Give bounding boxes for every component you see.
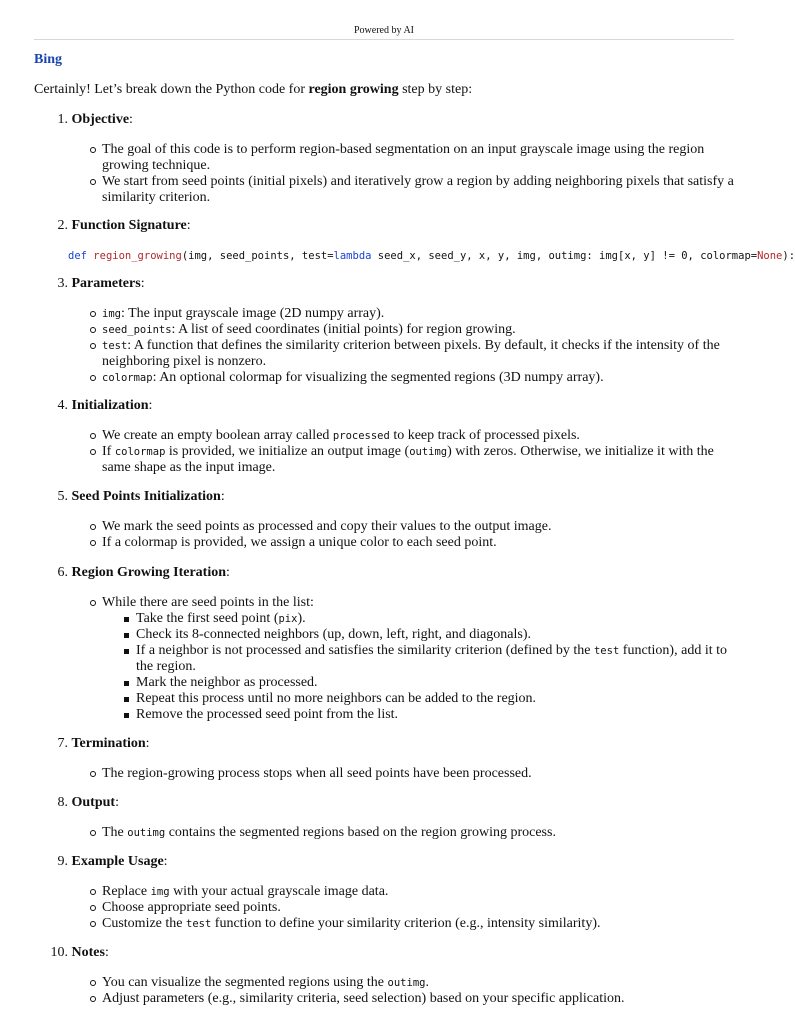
- intro-bold: region growing: [308, 82, 399, 97]
- list-item: The goal of this code is to perform region-based segmentation on an input grayscale image using the region growing technique.: [34, 142, 742, 174]
- nested-item: Remove the processed seed point from the list.: [102, 707, 736, 723]
- nested-item: Mark the neighbor as processed.: [102, 675, 736, 691]
- nested-list: [102, 611, 742, 723]
- list-item: While there are seed points in the list: Take the first seed point (pix). Check its 8-connected neighbors (up, down, left, right, and diagonals). If a neighbor is not processed and satisfies the similarity criterion (defined by the test function), add it to the region. Mark the neighbor as processed. Repeat this process until no more neighbors can be added to the region. Remove the processed seed point from the list.: [34, 595, 742, 723]
- section-seed-points: [34, 489, 754, 551]
- section-heading: 3. Parameters:: [57, 276, 145, 291]
- list-item: We start from seed points (initial pixels) and iteratively grow a region by adding neighboring pixels that satisfy a similarity criterion.: [34, 174, 742, 206]
- bullet-list: [34, 142, 754, 206]
- brand-label: Bing: [34, 52, 63, 67]
- list-item: Adjust parameters (e.g., similarity criteria, seed selection) based on your specific application.: [34, 991, 742, 1007]
- list-item: test: A function that defines the similarity criterion between pixels. By default, it checks if the intensity of the neighboring pixel is nonzero.: [34, 338, 742, 370]
- list-item: Customize the test function to define your similarity criterion (e.g., intensity similarity).: [34, 916, 742, 932]
- bullet-list: [34, 428, 754, 476]
- list-item: colormap: An optional colormap for visualizing the segmented regions (3D numpy array).: [34, 370, 742, 386]
- section-termination: [34, 736, 754, 782]
- nested-item: Take the first seed point (pix).: [102, 611, 736, 627]
- section-heading: 8. Output:: [57, 795, 119, 810]
- list-item: The region-growing process stops when all seed points have been processed.: [34, 766, 742, 782]
- intro-paragraph: [34, 82, 472, 98]
- section-output: [34, 795, 754, 841]
- section-initialization: [34, 398, 754, 476]
- list-item: Replace img with your actual grayscale image data.: [34, 884, 742, 900]
- list-item: We mark the seed points as processed and copy their values to the output image.: [34, 519, 742, 535]
- section-function-signature: [34, 218, 754, 234]
- bullet-list: [34, 595, 754, 723]
- section-heading: 2. Function Signature:: [57, 218, 191, 233]
- nested-item: Check its 8-connected neighbors (up, down, left, right, and diagonals).: [102, 627, 736, 643]
- section-heading: 6. Region Growing Iteration:: [57, 565, 230, 580]
- section-parameters: [34, 276, 754, 386]
- bullet-list: [34, 519, 754, 551]
- list-item: If a colormap is provided, we assign a unique color to each seed point.: [34, 535, 742, 551]
- section-heading: 4. Initialization:: [57, 398, 153, 413]
- list-item: You can visualize the segmented regions using the outimg.: [34, 975, 742, 991]
- section-notes: [34, 945, 754, 1007]
- list-item: seed_points: A list of seed coordinates (initial points) for region growing.: [34, 322, 742, 338]
- powered-by-header: Powered by AI: [34, 25, 734, 40]
- nested-item: Repeat this process until no more neighbors can be added to the region.: [102, 691, 736, 707]
- section-heading: 10. Notes:: [50, 945, 109, 960]
- list-item: img: The input grayscale image (2D numpy array).: [34, 306, 742, 322]
- list-item: The outimg contains the segmented regions based on the region growing process.: [34, 825, 742, 841]
- code-signature: def region_growing(img, seed_points, test=lambda seed_x, seed_y, x, y, img, outimg: img[x, y] != 0, colormap=None):: [68, 250, 795, 262]
- section-heading: 5. Seed Points Initialization:: [57, 489, 225, 504]
- section-example-usage: [34, 854, 754, 932]
- section-heading: 1. Objective:: [57, 112, 133, 127]
- intro-text-pre: Certainly! Let’s break down the Python code for: [34, 82, 309, 97]
- bullet-list: [34, 975, 754, 1007]
- section-heading: 9. Example Usage:: [57, 854, 168, 869]
- list-item: Choose appropriate seed points.: [34, 900, 742, 916]
- intro-text-post: step by step:: [398, 82, 473, 97]
- list-item: If colormap is provided, we initialize an output image (outimg) with zeros. Otherwise, we initialize it with the same shape as the input image.: [34, 444, 742, 476]
- bullet-list: [34, 884, 754, 932]
- list-item: We create an empty boolean array called processed to keep track of processed pixels.: [34, 428, 742, 444]
- bullet-list: [34, 766, 754, 782]
- section-region-growing: [34, 565, 754, 723]
- section-objective: [34, 112, 754, 206]
- nested-item: If a neighbor is not processed and satisfies the similarity criterion (defined by the test function), add it to the region.: [102, 643, 736, 675]
- section-heading: 7. Termination:: [57, 736, 150, 751]
- bullet-list: [34, 825, 754, 841]
- bullet-list: [34, 306, 754, 386]
